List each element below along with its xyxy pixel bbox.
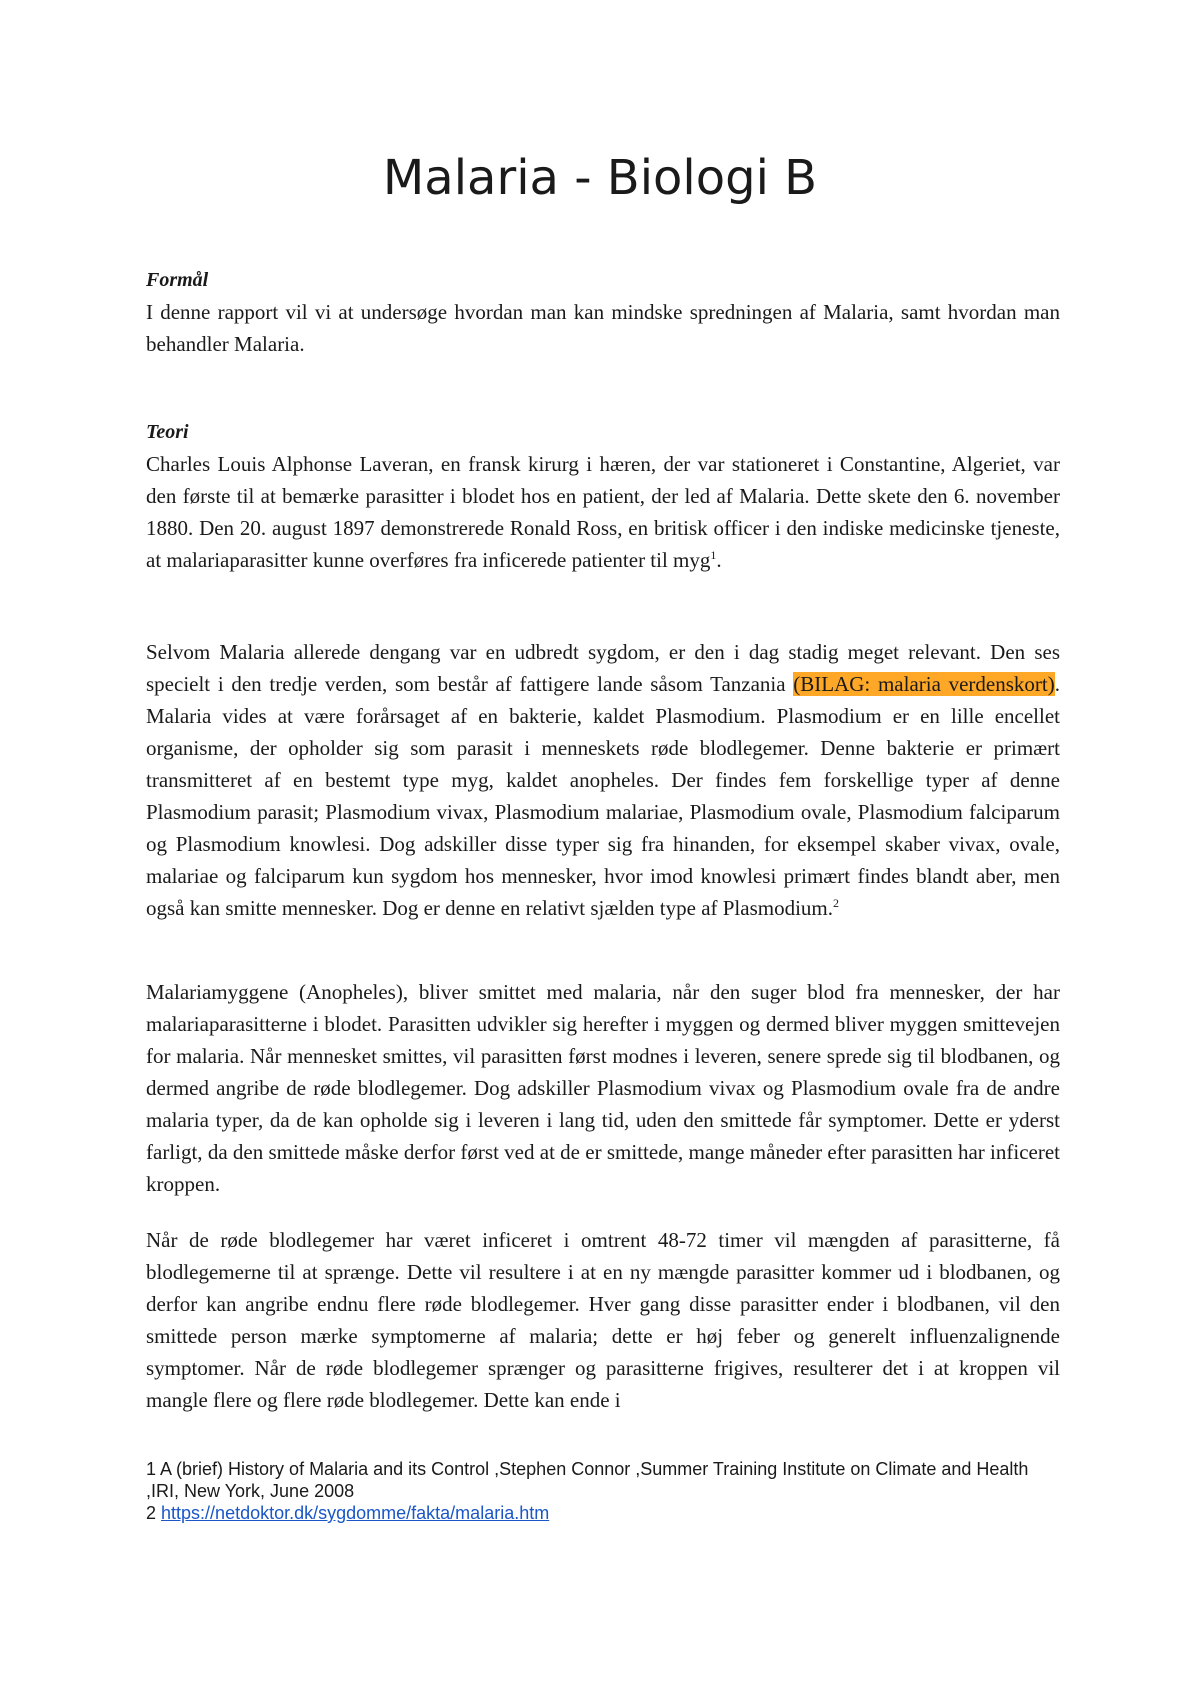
paragraph-teori-4: Når de røde blodlegemer har været inficeret i omtrent 48-72 timer vil mængden af parasitterne, få blodlegemerne til at sprænge. Dette vil resultere i at en ny mængde parasitter kommer ud i blodbanen, og derfor kan angribe endnu flere røde blodlegemer. Hver gang disse parasitter ender i blodbanen, vil den smittede person mærke symptomerne af malaria; dette er høj feber og generelt influenzalignende symptomer. Når de røde blodlegemer sprænger og parasitterne frigives, resulterer det i at kroppen vil mangle flere og flere røde blodlegemer. Dette kan ende i [146,1228,1060,1412]
paragraph-teori-1-text: Charles Louis Alphonse Laveran, en fransk kirurg i hæren, der var stationeret i Constantine, Algeriet, var den første til at bemærke parasitter i blodet hos en patient, der led af Malaria. Dette skete den 6. november 1880. Den 20. august 1897 demonstrerede Ronald Ross, en britisk officer i den indiske medicinske tjeneste, at malariaparasitter kunne overføres fra inficerede patienter til myg [146,452,1060,572]
section-teori [146,416,1060,576]
section-paragraph-4 [146,1224,1060,1416]
paragraph-teori-1-end: . [716,548,722,572]
document-title: Malaria - Biologi B [382,150,818,206]
paragraph-teori-3: Malariamyggene (Anopheles), bliver smittet med malaria, når den suger blod fra mennesker, der har malariaparasitterne i blodet. Parasitten udvikler sig herefter i myggen og dermed bliver myggen smittevejen for malaria. Når mennesket smittes, vil parasitten først modnes i leveren, senere sprede sig til blodbanen, og dermed angribe de røde blodlegemer. Dog adskiller Plasmodium vivax og Plasmodium ovale fra de andre malaria typer, da de kan opholde sig i leveren i lang tid, uden den smittede får symptomer. Dette er yderst farligt, da den smittede måske derfor først ved at de er smittede, mange måneder efter parasitten har inficeret kroppen. [146,980,1060,1196]
heading-teori: Teori [146,421,189,443]
footnote-2-link[interactable]: https://netdoktor.dk/sygdomme/fakta/malaria.htm [161,1503,550,1523]
footnote-1 [146,1458,1060,1502]
section-paragraph-3 [146,976,1060,1200]
section-paragraph-2 [146,636,1060,924]
heading-formaal: Formål [146,269,209,291]
footnote-ref-2[interactable]: 2 [833,896,840,910]
footnote-ref-1[interactable]: 1 [710,548,717,562]
footnote-2 [146,1502,1060,1524]
paragraph-teori-1 [146,448,1060,576]
paragraph-teori-2-before: Selvom Malaria allerede dengang var en udbredt sygdom, er den i dag stadig meget relevant. Den ses specielt i den tredje verden, som består af fattigere lande såsom Tanzania [146,640,1060,696]
footnotes [146,1458,1060,1524]
paragraph-formaal: I denne rapport vil vi at undersøge hvordan man kan mindske spredningen af Malaria, samt hvordan man behandler Malaria. [146,300,1060,356]
highlight-bilag: (BILAG: malaria verdenskort) [793,672,1055,696]
footnote-2-number: 2 [146,1503,157,1523]
section-formaal [146,264,1060,360]
footnote-1-number: 1 [146,1459,157,1479]
footnote-1-text: A (brief) History of Malaria and its Control ,Stephen Connor ,Summer Training Institute on Climate and Health ,IRI, New York, June 2008 [146,1459,1029,1501]
paragraph-teori-2-after: . Malaria vides at være forårsaget af en bakterie, kaldet Plasmodium. Plasmodium er en lille encellet organisme, der opholder sig som parasit i menneskets røde blodlegemer. Denne bakterie er primært transmitteret af en bestemt type myg, kaldet anopheles. Der findes fem forskellige typer af denne Plasmodium parasit; Plasmodium vivax, Plasmodium malariae, Plasmodium ovale, Plasmodium falciparum og Plasmodium knowlesi. Dog adskiller disse typer sig fra hinanden, for eksempel skaber vivax, ovale, malariae og falciparum kun sygdom hos mennesker, hvor imod knowlesi primært findes blandt aber, men også kan smitte mennesker. Dog er denne en relativt sjælden type af Plasmodium. [146,672,1060,920]
paragraph-teori-2 [146,636,1060,924]
